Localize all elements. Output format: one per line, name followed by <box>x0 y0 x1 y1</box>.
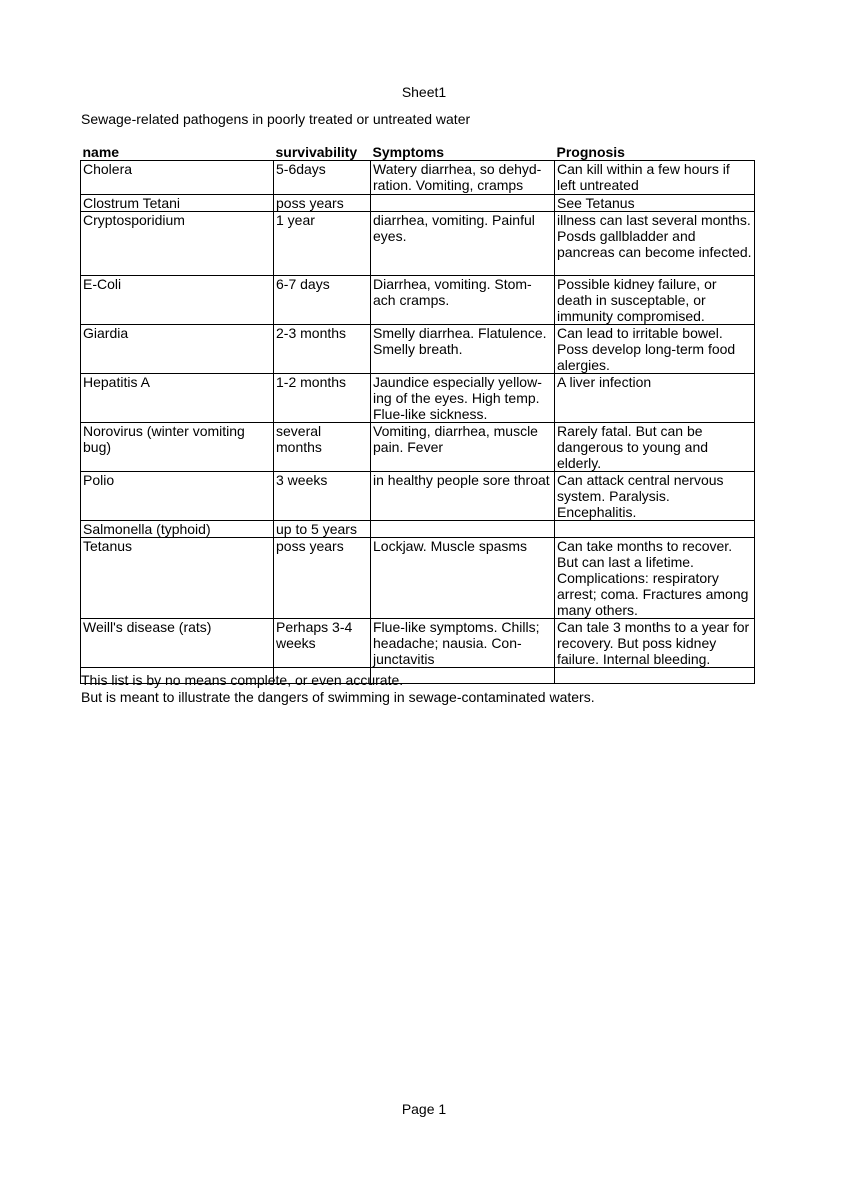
cell-prognosis: Rarely fatal. But can be dangerous to young and elderly. <box>555 423 755 472</box>
table-row <box>81 212 755 276</box>
cell-survivability: 1-2 months <box>274 374 371 423</box>
cell-prognosis: A liver infection <box>555 374 755 423</box>
cell-prognosis: Can kill within a few hours if left untreated <box>555 161 755 195</box>
cell-name: Cholera <box>81 161 274 195</box>
pathogen-table <box>80 143 755 684</box>
cell-symptoms: Smelly diarrhea. Flatulence. Smelly breath. <box>371 325 555 374</box>
table-row <box>81 276 755 325</box>
cell-prognosis <box>555 521 755 538</box>
header-name: name <box>82 144 120 160</box>
cell-survivability: poss years <box>274 538 371 619</box>
notes <box>81 672 595 706</box>
table-body <box>81 161 755 684</box>
cell-prognosis: Can attack central nervous system. Paralysis. Encephalitis. <box>555 472 755 521</box>
table-row <box>81 538 755 619</box>
cell-survivability: 3 weeks <box>274 472 371 521</box>
cell-name: Salmonella (typhoid) <box>81 521 274 538</box>
cell-survivability: 5-6days <box>274 161 371 195</box>
cell-name: Polio <box>81 472 274 521</box>
cell-symptoms <box>371 195 555 212</box>
cell-survivability: 2-3 months <box>274 325 371 374</box>
cell-symptoms <box>371 521 555 538</box>
cell-prognosis: See Tetanus <box>555 195 755 212</box>
cell-name: Cryptosporidium <box>81 212 274 276</box>
header-symptoms: Symptoms <box>372 144 445 160</box>
cell-prognosis: illness can last several months. Posds gallbladder and pancreas can become infected. <box>555 212 755 276</box>
table-row <box>81 325 755 374</box>
table-row <box>81 195 755 212</box>
note-line-2: But is meant to illustrate the dangers of swimming in sewage-contaminated waters. <box>81 689 595 705</box>
table-row <box>81 521 755 538</box>
cell-symptoms: Vomiting, diarrhea, muscle pain. Fever <box>371 423 555 472</box>
cell-prognosis: Possible kidney failure, or death in susceptable, or immunity compromised. <box>555 276 755 325</box>
cell-survivability: 6-7 days <box>274 276 371 325</box>
cell-survivability: several months <box>274 423 371 472</box>
document-subtitle: Sewage-related pathogens in poorly treated or untreated water <box>81 111 471 127</box>
cell-survivability: poss years <box>274 195 371 212</box>
table-row <box>81 619 755 668</box>
sheet-title: Sheet1 <box>401 84 447 100</box>
cell-prognosis: Can lead to irritable bowel. Poss develop long-term food alergies. <box>555 325 755 374</box>
table-row <box>81 423 755 472</box>
table-row <box>81 374 755 423</box>
table-row <box>81 161 755 195</box>
header-survivability: survivability <box>275 144 358 160</box>
cell-symptoms: Watery diarrhea, so dehyd-ration. Vomiting, cramps <box>371 161 555 195</box>
page-number: Page 1 <box>401 1101 447 1117</box>
cell-survivability: up to 5 years <box>274 521 371 538</box>
cell-name: Weill's disease (rats) <box>81 619 274 668</box>
cell-symptoms: diarrhea, vomiting. Painful eyes. <box>371 212 555 276</box>
cell-name: Tetanus <box>81 538 274 619</box>
cell-symptoms: Jaundice especially yellow-ing of the eyes. High temp. Flue-like sickness. <box>371 374 555 423</box>
note-line-1: This list is by no means complete, or even accurate. <box>81 672 404 688</box>
cell-prognosis: Can tale 3 months to a year for recovery. But poss kidney failure. Internal bleeding. <box>555 619 755 668</box>
table-header-row <box>81 143 755 161</box>
cell-survivability: Perhaps 3-4 weeks <box>274 619 371 668</box>
cell-symptoms: in healthy people sore throat <box>371 472 555 521</box>
cell-name: Norovirus (winter vomiting bug) <box>81 423 274 472</box>
cell-survivability: 1 year <box>274 212 371 276</box>
cell-name: Clostrum Tetani <box>81 195 274 212</box>
cell-name: E-Coli <box>81 276 274 325</box>
table-row <box>81 472 755 521</box>
cell-symptoms: Flue-like symptoms. Chills; headache; nausia. Con-junctavitis <box>371 619 555 668</box>
cell-name: Giardia <box>81 325 274 374</box>
cell-symptoms: Lockjaw. Muscle spasms <box>371 538 555 619</box>
cell-prognosis: Can take months to recover. But can last a lifetime. Complications: respiratory arrest; coma. Fractures among many others. <box>555 538 755 619</box>
header-prognosis: Prognosis <box>556 144 625 160</box>
cell-symptoms: Diarrhea, vomiting. Stom-ach cramps. <box>371 276 555 325</box>
cell-name: Hepatitis A <box>81 374 274 423</box>
